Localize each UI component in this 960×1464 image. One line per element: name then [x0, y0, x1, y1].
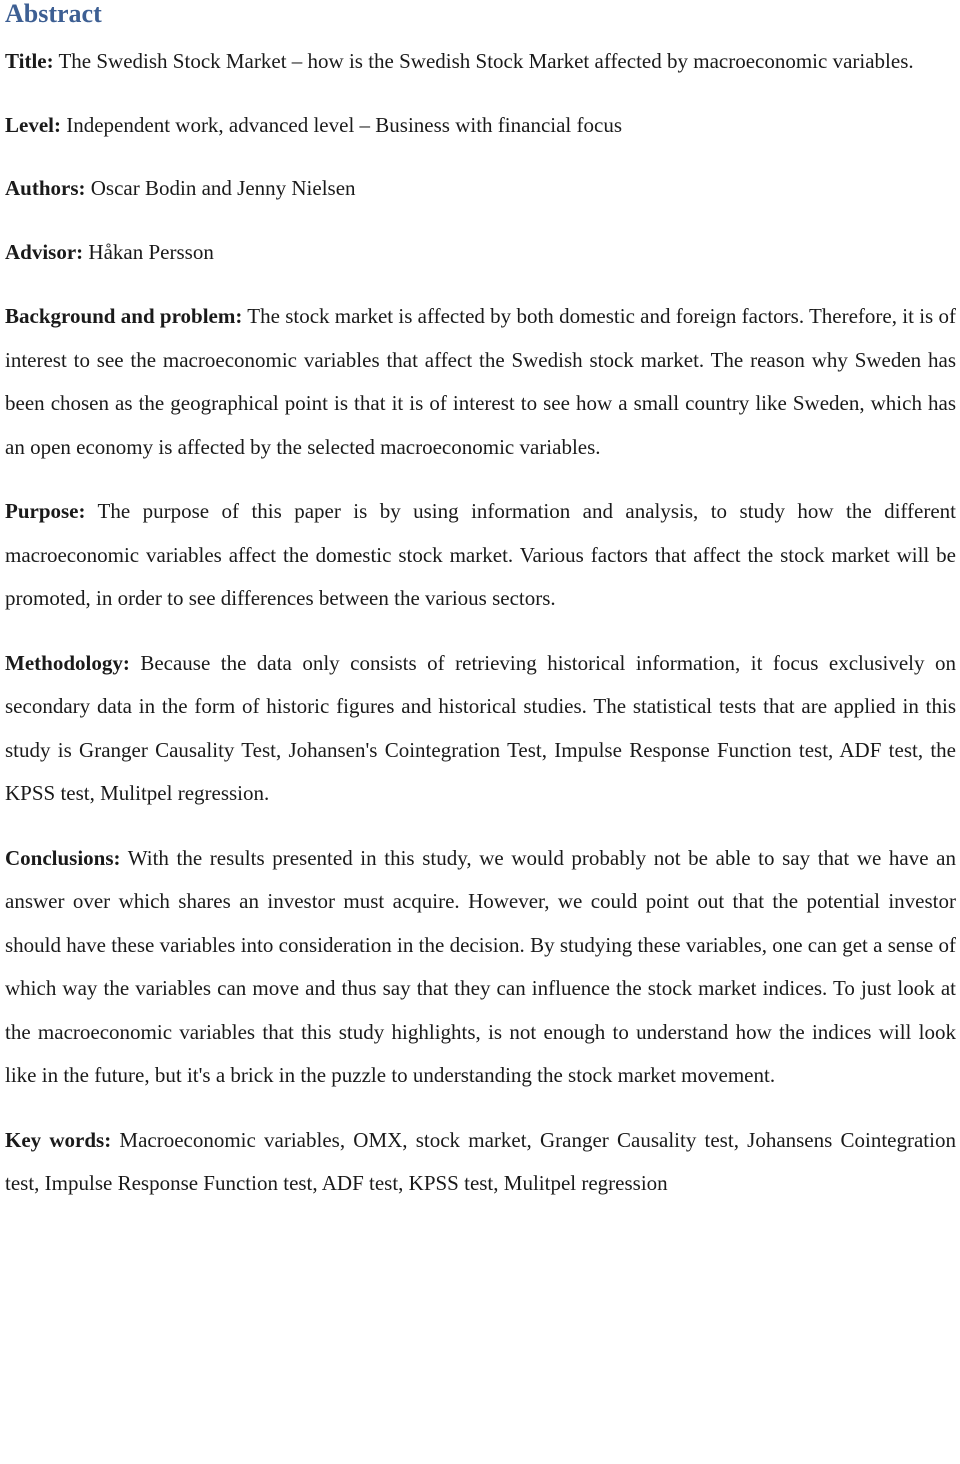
title-paragraph	[5, 40, 956, 84]
authors-paragraph	[5, 167, 956, 211]
methodology-label: Methodology:	[5, 650, 130, 675]
methodology-text: Because the data only consists of retrieving historical information, it focus exclusively on secondary data in the form of historic figures and historical studies. The statistical tests that are applied in this study is Granger Causality Test, Johansen's Cointegration Test, Impulse Response Function test, ADF test, the KPSS test, Mulitpel regression.	[5, 650, 956, 805]
authors-text: Oscar Bodin and Jenny Nielsen	[90, 176, 356, 200]
background-label: Background and problem:	[5, 304, 243, 328]
keywords-paragraph	[5, 1119, 956, 1206]
purpose-text: The purpose of this paper is by using information and analysis, to study how the different macroeconomic variables affect the domestic stock market. Various factors that affect the stock market will be promoted, in order to see differences between the various sectors.	[5, 499, 956, 610]
advisor-text: Håkan Persson	[88, 239, 214, 264]
conclusions-label: Conclusions:	[5, 845, 121, 870]
authors-label: Authors:	[5, 176, 86, 200]
background-paragraph	[5, 295, 956, 469]
conclusions-paragraph	[5, 837, 956, 1098]
level-text: Independent work, advanced level – Business with financial focus	[66, 112, 622, 137]
purpose-label: Purpose:	[5, 499, 86, 523]
keywords-label: Key words:	[5, 1127, 112, 1152]
background-text: The stock market is affected by both domestic and foreign factors. Therefore, it is of interest to see the macroeconomic variables that affect the Swedish stock market. The reason why Sweden has been chosen as the geographical point is that it is of interest to see how a small country like Sweden, which has an open economy is affected by the selected macroeconomic variables.	[5, 304, 956, 459]
advisor-label: Advisor:	[5, 239, 84, 264]
title-text: The Swedish Stock Market – how is the Swedish Stock Market affected by macroeconomic variables.	[58, 49, 914, 73]
methodology-paragraph	[5, 642, 956, 816]
level-label: Level:	[5, 112, 61, 137]
title-label: Title:	[5, 49, 54, 73]
conclusions-text: With the results presented in this study, we would probably not be able to say that we have an answer over which shares an investor must acquire. However, we could point out that the potential investor should have these variables into consideration in the decision. By studying these variables, one can get a sense of which way the variables can move and thus say that they can influence the stock market indices. To just look at the macroeconomic variables that this study highlights, is not enough to understand how the indices will look like in the future, but it's a brick in the puzzle to understanding the stock market movement.	[5, 845, 956, 1087]
purpose-paragraph	[5, 490, 956, 621]
advisor-paragraph	[5, 231, 956, 275]
keywords-text: Macroeconomic variables, OMX, stock market, Granger Causality test, Johansens Cointegration test, Impulse Response Function test, ADF test, KPSS test, Mulitpel regression	[5, 1127, 956, 1195]
abstract-heading: Abstract	[5, 0, 102, 28]
level-paragraph	[5, 104, 956, 148]
